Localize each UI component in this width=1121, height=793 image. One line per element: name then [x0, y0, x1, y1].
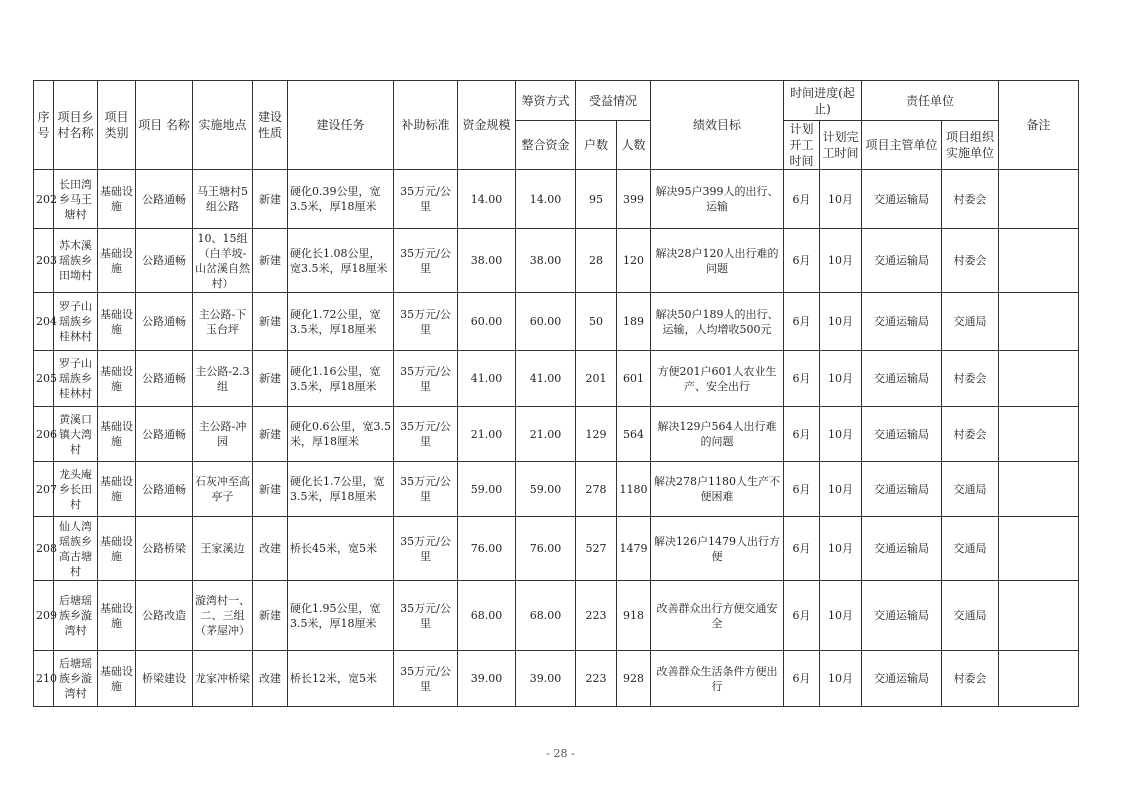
cell-location: 龙家冲桥梁 — [193, 651, 253, 707]
cell-scale: 41.00 — [458, 351, 516, 407]
cell-start: 6月 — [784, 581, 820, 651]
cell-task: 硬化0.39公里，宽3.5米，厚18厘米 — [288, 170, 394, 229]
cell-village: 苏木溪瑶族乡田坳村 — [54, 229, 98, 293]
cell-start: 6月 — [784, 407, 820, 462]
cell-location: 漩湾村一、二、三组（茅屋冲） — [193, 581, 253, 651]
cell-category: 基础设施 — [98, 517, 136, 581]
cell-implementing: 村委会 — [942, 170, 999, 229]
header-people: 人数 — [617, 121, 651, 170]
cell-name: 公路桥梁 — [136, 517, 193, 581]
cell-implementing: 交通局 — [942, 581, 999, 651]
cell-finish: 10月 — [820, 517, 862, 581]
cell-category: 基础设施 — [98, 293, 136, 351]
cell-finish: 10月 — [820, 170, 862, 229]
cell-scale: 76.00 — [458, 517, 516, 581]
cell-location: 石灰冲至高亭子 — [193, 462, 253, 517]
cell-people: 564 — [617, 407, 651, 462]
header-project-name: 项目 名称 — [136, 81, 193, 170]
cell-scale: 68.00 — [458, 581, 516, 651]
cell-scale: 21.00 — [458, 407, 516, 462]
cell-village: 黄溪口镇大湾村 — [54, 407, 98, 462]
cell-subsidy: 35万元/公里 — [394, 517, 458, 581]
table-row — [34, 517, 1079, 581]
cell-households: 95 — [576, 170, 617, 229]
header-seq: 序号 — [34, 81, 54, 170]
cell-subsidy: 35万元/公里 — [394, 351, 458, 407]
cell-implementing: 村委会 — [942, 407, 999, 462]
header-location: 实施地点 — [193, 81, 253, 170]
cell-competent: 交通运输局 — [862, 581, 942, 651]
cell-households: 50 — [576, 293, 617, 351]
cell-start: 6月 — [784, 651, 820, 707]
cell-competent: 交通运输局 — [862, 170, 942, 229]
cell-households: 129 — [576, 407, 617, 462]
cell-category: 基础设施 — [98, 407, 136, 462]
cell-name: 公路通畅 — [136, 407, 193, 462]
cell-remarks — [999, 293, 1079, 351]
cell-start: 6月 — [784, 351, 820, 407]
cell-implementing: 交通局 — [942, 293, 999, 351]
cell-village: 龙头庵乡长田村 — [54, 462, 98, 517]
cell-households: 28 — [576, 229, 617, 293]
cell-scale: 59.00 — [458, 462, 516, 517]
cell-households: 223 — [576, 581, 617, 651]
cell-competent: 交通运输局 — [862, 462, 942, 517]
cell-nature: 新建 — [253, 462, 288, 517]
cell-remarks — [999, 651, 1079, 707]
cell-subsidy: 35万元/公里 — [394, 293, 458, 351]
header-responsible: 责任单位 — [862, 81, 999, 121]
cell-integrated: 59.00 — [516, 462, 576, 517]
project-table — [33, 80, 1079, 707]
header-integrated-fund: 整合资金 — [516, 121, 576, 170]
cell-start: 6月 — [784, 170, 820, 229]
header-nature: 建设性质 — [253, 81, 288, 170]
cell-finish: 10月 — [820, 293, 862, 351]
cell-nature: 改建 — [253, 651, 288, 707]
cell-nature: 新建 — [253, 407, 288, 462]
cell-task: 硬化1.95公里，宽3.5米，厚18厘米 — [288, 581, 394, 651]
cell-finish: 10月 — [820, 651, 862, 707]
cell-goal: 解决278户1180人生产不便困难 — [651, 462, 784, 517]
cell-people: 918 — [617, 581, 651, 651]
cell-competent: 交通运输局 — [862, 351, 942, 407]
cell-seq: 208 — [34, 517, 54, 581]
table-row — [34, 293, 1079, 351]
header-funding: 筹资方式 — [516, 81, 576, 121]
table-row — [34, 407, 1079, 462]
cell-goal: 改善群众生活条件方便出行 — [651, 651, 784, 707]
table-row — [34, 651, 1079, 707]
cell-location: 10、15组（白羊坡-山岔溪自然村） — [193, 229, 253, 293]
cell-integrated: 21.00 — [516, 407, 576, 462]
cell-households: 223 — [576, 651, 617, 707]
cell-village: 后塘瑶族乡漩湾村 — [54, 581, 98, 651]
cell-seq: 207 — [34, 462, 54, 517]
cell-goal: 方便201户601人农业生产、安全出行 — [651, 351, 784, 407]
header-fund-scale: 资金规模 — [458, 81, 516, 170]
cell-remarks — [999, 462, 1079, 517]
cell-nature: 新建 — [253, 170, 288, 229]
cell-location: 王家溪边 — [193, 517, 253, 581]
table-row — [34, 170, 1079, 229]
cell-name: 公路通畅 — [136, 462, 193, 517]
cell-category: 基础设施 — [98, 351, 136, 407]
cell-goal: 改善群众出行方便交通安全 — [651, 581, 784, 651]
cell-seq: 206 — [34, 407, 54, 462]
cell-seq: 204 — [34, 293, 54, 351]
cell-finish: 10月 — [820, 407, 862, 462]
cell-people: 601 — [617, 351, 651, 407]
cell-seq: 210 — [34, 651, 54, 707]
cell-finish: 10月 — [820, 229, 862, 293]
cell-implementing: 村委会 — [942, 351, 999, 407]
cell-finish: 10月 — [820, 351, 862, 407]
cell-category: 基础设施 — [98, 581, 136, 651]
cell-name: 公路通畅 — [136, 293, 193, 351]
cell-remarks — [999, 581, 1079, 651]
header-village: 项目乡村名称 — [54, 81, 98, 170]
header-households: 户数 — [576, 121, 617, 170]
cell-people: 928 — [617, 651, 651, 707]
header-benefit: 受益情况 — [576, 81, 651, 121]
cell-subsidy: 35万元/公里 — [394, 170, 458, 229]
cell-finish: 10月 — [820, 462, 862, 517]
cell-nature: 新建 — [253, 351, 288, 407]
cell-task: 硬化0.6公里，宽3.5米，厚18厘米 — [288, 407, 394, 462]
cell-remarks — [999, 407, 1079, 462]
cell-village: 仙人湾瑶族乡高古塘村 — [54, 517, 98, 581]
cell-integrated: 14.00 — [516, 170, 576, 229]
header-competent: 项目主管单位 — [862, 121, 942, 170]
cell-seq: 209 — [34, 581, 54, 651]
cell-goal: 解决129户564人出行难的问题 — [651, 407, 784, 462]
header-goal: 绩效目标 — [651, 81, 784, 170]
cell-nature: 新建 — [253, 229, 288, 293]
cell-subsidy: 35万元/公里 — [394, 229, 458, 293]
cell-competent: 交通运输局 — [862, 651, 942, 707]
header-start: 计划开工时间 — [784, 121, 820, 170]
cell-remarks — [999, 229, 1079, 293]
cell-village: 罗子山瑶族乡桂林村 — [54, 293, 98, 351]
cell-task: 桥长12米，宽5米 — [288, 651, 394, 707]
cell-seq: 203 — [34, 229, 54, 293]
cell-integrated: 39.00 — [516, 651, 576, 707]
cell-integrated: 60.00 — [516, 293, 576, 351]
cell-task: 硬化1.16公里，宽3.5米，厚18厘米 — [288, 351, 394, 407]
cell-nature: 改建 — [253, 517, 288, 581]
cell-name: 公路改造 — [136, 581, 193, 651]
cell-name: 公路通畅 — [136, 351, 193, 407]
cell-location: 马王塘村5组公路 — [193, 170, 253, 229]
cell-goal: 解决28户120人出行难的问题 — [651, 229, 784, 293]
cell-people: 1180 — [617, 462, 651, 517]
cell-remarks — [999, 517, 1079, 581]
cell-location: 主公路-冲园 — [193, 407, 253, 462]
cell-people: 399 — [617, 170, 651, 229]
cell-scale: 39.00 — [458, 651, 516, 707]
cell-implementing: 村委会 — [942, 651, 999, 707]
cell-name: 公路通畅 — [136, 170, 193, 229]
cell-village: 罗子山瑶族乡桂林村 — [54, 351, 98, 407]
cell-nature: 新建 — [253, 581, 288, 651]
cell-integrated: 38.00 — [516, 229, 576, 293]
cell-location: 主公路-下玉台坪 — [193, 293, 253, 351]
cell-integrated: 68.00 — [516, 581, 576, 651]
cell-goal: 解决50户189人的出行、运输，人均增收500元 — [651, 293, 784, 351]
cell-start: 6月 — [784, 517, 820, 581]
cell-task: 硬化长1.08公里，宽3.5米，厚18厘米 — [288, 229, 394, 293]
cell-implementing: 村委会 — [942, 229, 999, 293]
cell-seq: 205 — [34, 351, 54, 407]
cell-category: 基础设施 — [98, 651, 136, 707]
cell-implementing: 交通局 — [942, 462, 999, 517]
cell-scale: 60.00 — [458, 293, 516, 351]
cell-competent: 交通运输局 — [862, 229, 942, 293]
cell-task: 硬化长1.7公里，宽3.5米，厚18厘米 — [288, 462, 394, 517]
cell-integrated: 41.00 — [516, 351, 576, 407]
header-finish: 计划完工时间 — [820, 121, 862, 170]
header-implementing: 项目组织实施单位 — [942, 121, 999, 170]
header-subsidy: 补助标准 — [394, 81, 458, 170]
cell-village: 长田湾乡马王塘村 — [54, 170, 98, 229]
cell-competent: 交通运输局 — [862, 293, 942, 351]
table-row — [34, 229, 1079, 293]
cell-subsidy: 35万元/公里 — [394, 462, 458, 517]
cell-integrated: 76.00 — [516, 517, 576, 581]
table-row — [34, 462, 1079, 517]
table-row — [34, 581, 1079, 651]
cell-task: 桥长45米，宽5米 — [288, 517, 394, 581]
cell-village: 后塘瑶族乡漩湾村 — [54, 651, 98, 707]
header-schedule: 时间进度(起止) — [784, 81, 862, 121]
cell-subsidy: 35万元/公里 — [394, 581, 458, 651]
cell-goal: 解决126户1479人出行方便 — [651, 517, 784, 581]
cell-people: 1479 — [617, 517, 651, 581]
cell-start: 6月 — [784, 229, 820, 293]
header-category: 项目类别 — [98, 81, 136, 170]
cell-category: 基础设施 — [98, 229, 136, 293]
cell-start: 6月 — [784, 462, 820, 517]
cell-competent: 交通运输局 — [862, 407, 942, 462]
cell-name: 桥梁建设 — [136, 651, 193, 707]
table-row — [34, 351, 1079, 407]
cell-remarks — [999, 351, 1079, 407]
cell-name: 公路通畅 — [136, 229, 193, 293]
cell-subsidy: 35万元/公里 — [394, 651, 458, 707]
cell-subsidy: 35万元/公里 — [394, 407, 458, 462]
cell-location: 主公路-2.3组 — [193, 351, 253, 407]
cell-seq: 202 — [34, 170, 54, 229]
cell-people: 189 — [617, 293, 651, 351]
cell-scale: 14.00 — [458, 170, 516, 229]
cell-households: 201 — [576, 351, 617, 407]
cell-category: 基础设施 — [98, 462, 136, 517]
cell-people: 120 — [617, 229, 651, 293]
cell-households: 278 — [576, 462, 617, 517]
cell-competent: 交通运输局 — [862, 517, 942, 581]
header-remarks: 备注 — [999, 81, 1079, 170]
cell-households: 527 — [576, 517, 617, 581]
header-task: 建设任务 — [288, 81, 394, 170]
cell-nature: 新建 — [253, 293, 288, 351]
cell-task: 硬化1.72公里，宽3.5米，厚18厘米 — [288, 293, 394, 351]
cell-goal: 解决95户399人的出行、运输 — [651, 170, 784, 229]
page-number: - 28 - — [546, 747, 575, 760]
cell-remarks — [999, 170, 1079, 229]
cell-category: 基础设施 — [98, 170, 136, 229]
cell-start: 6月 — [784, 293, 820, 351]
cell-implementing: 交通局 — [942, 517, 999, 581]
cell-scale: 38.00 — [458, 229, 516, 293]
cell-finish: 10月 — [820, 581, 862, 651]
